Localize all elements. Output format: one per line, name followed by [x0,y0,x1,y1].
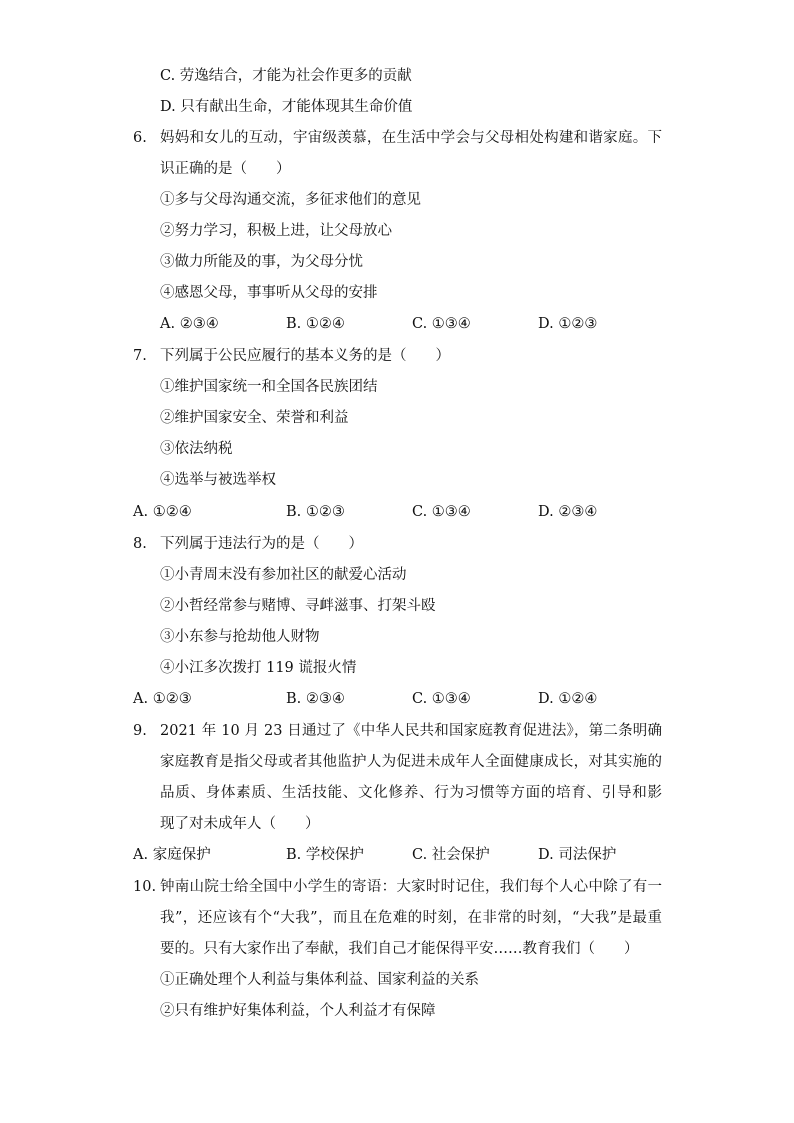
q10-statement-2: ②只有维护好集体利益，个人利益才有保障 [160,1003,436,1019]
q8-statement-4: ④小江多次拨打 119 谎报火情 [160,660,357,676]
q10-stem-line2: 我”，还应该有个“大我”，而且在危难的时刻，在非常的时刻，“大我”是最重 [160,910,662,926]
q8-statement-3: ③小东参与抢劫他人财物 [160,629,320,645]
q8-statement-2: ②小哲经常参与赌博、寻衅滋事、打架斗殴 [160,598,436,614]
q10-stem-line1: 钟南山院士给全国中小学生的寄语：大家时时记住，我们每个人心中除了有一 [160,879,662,895]
q6-stem-line2: 识正确的是（ ） [160,161,291,177]
q6-statement-1: ①多与父母沟通交流，多征求他们的意见 [160,192,421,208]
q6-option-a: A. ②③④ [160,316,219,332]
q10-number: 10. [133,879,157,895]
q6-stem-line1: 妈妈和女儿的互动，宇宙级羡慕，在生活中学会与父母相处构建和谐家庭。下 [160,130,662,146]
q7-option-a: A. ①②④ [133,504,192,520]
q9-stem-line1: 2021 年 10 月 23 日通过了《中华人民共和国家庭教育促进法》，第二条明确 [160,723,662,739]
q8-number: 8. [133,536,147,552]
q9-number: 9. [133,723,147,739]
q9-stem-line4: 现了对未成年人（ ） [160,816,320,832]
q7-option-d: D. ②③④ [538,504,598,520]
q6-option-d: D. ①②③ [538,316,598,332]
q9-option-a: A. 家庭保护 [133,847,211,863]
q7-number: 7. [133,348,147,364]
q6-statement-3: ③做力所能及的事，为父母分忧 [160,254,363,270]
q9-stem-line3: 品质、身体素质、生活技能、文化修养、行为习惯等方面的培育、引导和影 [160,785,662,801]
q7-option-c: C. ①③④ [412,504,471,520]
q5-option-d: D. 只有献出生命，才能体现其生命价值 [160,99,413,115]
q6-option-b: B. ①②④ [286,316,345,332]
q6-number: 6. [133,130,147,146]
q9-option-d: D. 司法保护 [538,847,617,863]
q9-option-b: B. 学校保护 [286,847,364,863]
q8-statement-1: ①小青周末没有参加社区的献爱心活动 [160,567,407,583]
q6-statement-4: ④感恩父母，事事听从父母的安排 [160,285,378,301]
q8-stem: 下列属于违法行为的是（ ） [160,536,363,552]
q10-stem-line3: 要的。只有大家作出了奉献，我们自己才能保得平安……教育我们（ ） [160,941,639,957]
q5-option-c: C. 劳逸结合，才能为社会作更多的贡献 [160,68,412,84]
q7-statement-3: ③依法纳税 [160,441,233,457]
q8-option-d: D. ①②④ [538,691,598,707]
q10-statement-1: ①正确处理个人利益与集体利益、国家利益的关系 [160,972,479,988]
q6-statement-2: ②努力学习，积极上进，让父母放心 [160,223,392,239]
q6-option-c: C. ①③④ [412,316,471,332]
q8-option-a: A. ①②③ [133,691,192,707]
q9-stem-line2: 家庭教育是指父母或者其他监护人为促进未成年人全面健康成长，对其实施的 [160,754,662,770]
q7-stem: 下列属于公民应履行的基本义务的是（ ） [160,348,450,364]
q7-statement-2: ②维护国家安全、荣誉和利益 [160,410,349,426]
q8-option-c: C. ①③④ [412,691,471,707]
q7-option-b: B. ①②③ [286,504,345,520]
q7-statement-1: ①维护国家统一和全国各民族团结 [160,379,378,395]
q7-statement-4: ④选举与被选举权 [160,472,276,488]
q8-option-b: B. ②③④ [286,691,345,707]
q9-option-c: C. 社会保护 [412,847,490,863]
